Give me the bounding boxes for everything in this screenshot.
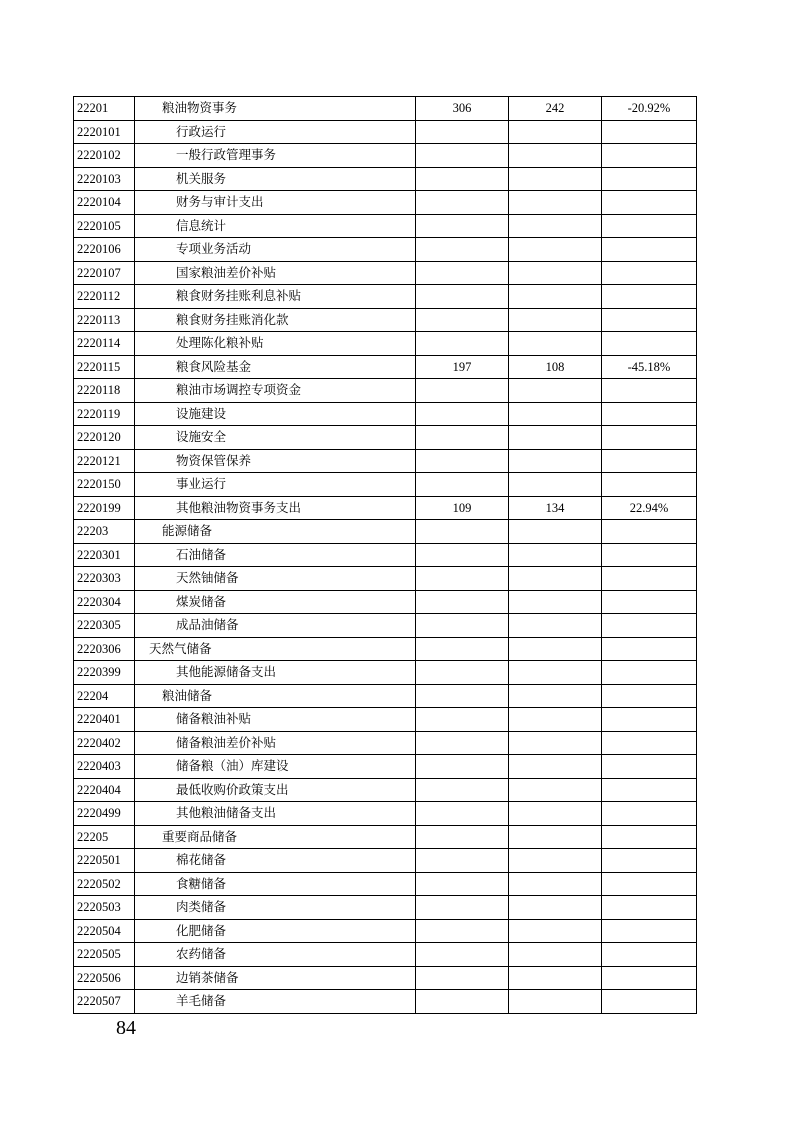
current-year-value-cell: [509, 731, 602, 755]
current-year-value-cell: 134: [509, 496, 602, 520]
table-row: [74, 97, 697, 121]
subject-code-cell: 2220504: [74, 919, 135, 943]
change-rate-cell: [602, 567, 697, 591]
previous-year-value-cell: [416, 943, 509, 967]
previous-year-value-cell: [416, 990, 509, 1014]
subject-code-cell: 2220402: [74, 731, 135, 755]
subject-code-cell: 2220118: [74, 379, 135, 403]
table-row: [74, 614, 697, 638]
table-row: [74, 520, 697, 544]
previous-year-value-cell: [416, 755, 509, 779]
subject-name-cell: 边销茶储备: [135, 966, 416, 990]
page-number: 84: [116, 1017, 136, 1039]
previous-year-value-cell: [416, 473, 509, 497]
previous-year-value-cell: [416, 896, 509, 920]
previous-year-value-cell: [416, 872, 509, 896]
table-row: [74, 943, 697, 967]
subject-name-cell: 信息统计: [135, 214, 416, 238]
table-row: [74, 426, 697, 450]
subject-name-cell: 粮油市场调控专项资金: [135, 379, 416, 403]
table-row: [74, 543, 697, 567]
subject-code-cell: 2220403: [74, 755, 135, 779]
subject-name-cell: 国家粮油差价补贴: [135, 261, 416, 285]
table-row: [74, 661, 697, 685]
current-year-value-cell: [509, 778, 602, 802]
current-year-value-cell: [509, 285, 602, 309]
subject-code-cell: 2220115: [74, 355, 135, 379]
previous-year-value-cell: [416, 285, 509, 309]
table-row: [74, 473, 697, 497]
change-rate-cell: [602, 449, 697, 473]
current-year-value-cell: [509, 872, 602, 896]
table-row: [74, 802, 697, 826]
current-year-value-cell: [509, 614, 602, 638]
subject-code-cell: 2220104: [74, 191, 135, 215]
previous-year-value-cell: [416, 261, 509, 285]
subject-code-cell: 2220113: [74, 308, 135, 332]
table-row: [74, 285, 697, 309]
change-rate-cell: [602, 167, 697, 191]
subject-code-cell: 2220507: [74, 990, 135, 1014]
change-rate-cell: [602, 731, 697, 755]
subject-code-cell: 2220107: [74, 261, 135, 285]
subject-code-cell: 2220301: [74, 543, 135, 567]
change-rate-cell: [602, 191, 697, 215]
current-year-value-cell: [509, 590, 602, 614]
change-rate-cell: [602, 214, 697, 238]
subject-code-cell: 2220119: [74, 402, 135, 426]
table-row: [74, 308, 697, 332]
subject-code-cell: 2220503: [74, 896, 135, 920]
subject-name-cell: 粮食财务挂账消化款: [135, 308, 416, 332]
table-row: [74, 896, 697, 920]
previous-year-value-cell: [416, 144, 509, 168]
change-rate-cell: [602, 379, 697, 403]
subject-code-cell: 2220101: [74, 120, 135, 144]
previous-year-value-cell: [416, 849, 509, 873]
previous-year-value-cell: 306: [416, 97, 509, 121]
previous-year-value-cell: [416, 332, 509, 356]
previous-year-value-cell: [416, 308, 509, 332]
table-row: [74, 332, 697, 356]
subject-name-cell: 最低收购价政策支出: [135, 778, 416, 802]
current-year-value-cell: [509, 520, 602, 544]
change-rate-cell: [602, 919, 697, 943]
subject-name-cell: 农药储备: [135, 943, 416, 967]
subject-name-cell: 肉类储备: [135, 896, 416, 920]
change-rate-cell: [602, 661, 697, 685]
table-row: [74, 708, 697, 732]
previous-year-value-cell: [416, 684, 509, 708]
change-rate-cell: [602, 402, 697, 426]
subject-name-cell: 能源储备: [135, 520, 416, 544]
previous-year-value-cell: [416, 825, 509, 849]
current-year-value-cell: [509, 567, 602, 591]
subject-code-cell: 2220114: [74, 332, 135, 356]
current-year-value-cell: [509, 943, 602, 967]
change-rate-cell: -45.18%: [602, 355, 697, 379]
table-row: [74, 144, 697, 168]
current-year-value-cell: [509, 825, 602, 849]
subject-name-cell: 储备粮（油）库建设: [135, 755, 416, 779]
subject-name-cell: 事业运行: [135, 473, 416, 497]
table-row: [74, 966, 697, 990]
subject-name-cell: 一般行政管理事务: [135, 144, 416, 168]
current-year-value-cell: [509, 426, 602, 450]
current-year-value-cell: [509, 661, 602, 685]
current-year-value-cell: [509, 308, 602, 332]
previous-year-value-cell: [416, 567, 509, 591]
subject-code-cell: 2220105: [74, 214, 135, 238]
subject-name-cell: 天然气储备: [135, 637, 416, 661]
change-rate-cell: [602, 308, 697, 332]
table-row: [74, 238, 697, 262]
current-year-value-cell: [509, 684, 602, 708]
previous-year-value-cell: [416, 637, 509, 661]
subject-code-cell: 2220303: [74, 567, 135, 591]
current-year-value-cell: [509, 332, 602, 356]
subject-name-cell: 粮油储备: [135, 684, 416, 708]
table-row: [74, 825, 697, 849]
current-year-value-cell: 108: [509, 355, 602, 379]
previous-year-value-cell: [416, 238, 509, 262]
table-row: [74, 590, 697, 614]
subject-code-cell: 2220150: [74, 473, 135, 497]
subject-code-cell: 2220199: [74, 496, 135, 520]
subject-code-cell: 2220502: [74, 872, 135, 896]
previous-year-value-cell: [416, 520, 509, 544]
change-rate-cell: [602, 872, 697, 896]
table-row: [74, 191, 697, 215]
previous-year-value-cell: [416, 120, 509, 144]
table-row: [74, 120, 697, 144]
subject-code-cell: 2220501: [74, 849, 135, 873]
previous-year-value-cell: 197: [416, 355, 509, 379]
previous-year-value-cell: [416, 402, 509, 426]
current-year-value-cell: [509, 990, 602, 1014]
current-year-value-cell: [509, 966, 602, 990]
current-year-value-cell: [509, 449, 602, 473]
table-row: [74, 496, 697, 520]
current-year-value-cell: [509, 120, 602, 144]
change-rate-cell: [602, 120, 697, 144]
subject-code-cell: 22203: [74, 520, 135, 544]
subject-code-cell: 2220121: [74, 449, 135, 473]
previous-year-value-cell: 109: [416, 496, 509, 520]
change-rate-cell: [602, 238, 697, 262]
previous-year-value-cell: [416, 191, 509, 215]
table-row: [74, 684, 697, 708]
table-row: [74, 261, 697, 285]
current-year-value-cell: [509, 896, 602, 920]
table-row: [74, 731, 697, 755]
change-rate-cell: [602, 637, 697, 661]
subject-code-cell: 22205: [74, 825, 135, 849]
table-row: [74, 778, 697, 802]
change-rate-cell: [602, 896, 697, 920]
current-year-value-cell: [509, 543, 602, 567]
subject-code-cell: 2220112: [74, 285, 135, 309]
previous-year-value-cell: [416, 449, 509, 473]
subject-code-cell: 2220306: [74, 637, 135, 661]
table-row: [74, 402, 697, 426]
subject-name-cell: 行政运行: [135, 120, 416, 144]
table-row: [74, 214, 697, 238]
budget-table: [73, 96, 697, 1014]
previous-year-value-cell: [416, 614, 509, 638]
previous-year-value-cell: [416, 708, 509, 732]
current-year-value-cell: [509, 708, 602, 732]
previous-year-value-cell: [416, 802, 509, 826]
subject-code-cell: 2220401: [74, 708, 135, 732]
current-year-value-cell: [509, 167, 602, 191]
subject-name-cell: 石油储备: [135, 543, 416, 567]
change-rate-cell: [602, 966, 697, 990]
subject-code-cell: 2220120: [74, 426, 135, 450]
subject-name-cell: 棉花储备: [135, 849, 416, 873]
change-rate-cell: [602, 755, 697, 779]
previous-year-value-cell: [416, 661, 509, 685]
change-rate-cell: [602, 708, 697, 732]
current-year-value-cell: [509, 402, 602, 426]
subject-code-cell: 2220102: [74, 144, 135, 168]
table-row: [74, 990, 697, 1014]
subject-name-cell: 机关服务: [135, 167, 416, 191]
previous-year-value-cell: [416, 590, 509, 614]
subject-name-cell: 粮食财务挂账利息补贴: [135, 285, 416, 309]
change-rate-cell: -20.92%: [602, 97, 697, 121]
subject-code-cell: 2220304: [74, 590, 135, 614]
subject-code-cell: 2220399: [74, 661, 135, 685]
change-rate-cell: [602, 543, 697, 567]
table-row: [74, 872, 697, 896]
change-rate-cell: [602, 144, 697, 168]
current-year-value-cell: [509, 191, 602, 215]
previous-year-value-cell: [416, 966, 509, 990]
current-year-value-cell: [509, 755, 602, 779]
subject-name-cell: 专项业务活动: [135, 238, 416, 262]
subject-code-cell: 2220103: [74, 167, 135, 191]
previous-year-value-cell: [416, 379, 509, 403]
table-row: [74, 849, 697, 873]
change-rate-cell: [602, 590, 697, 614]
subject-name-cell: 其他粮油物资事务支出: [135, 496, 416, 520]
current-year-value-cell: 242: [509, 97, 602, 121]
change-rate-cell: 22.94%: [602, 496, 697, 520]
current-year-value-cell: [509, 473, 602, 497]
current-year-value-cell: [509, 214, 602, 238]
subject-name-cell: 天然铀储备: [135, 567, 416, 591]
current-year-value-cell: [509, 849, 602, 873]
previous-year-value-cell: [416, 167, 509, 191]
change-rate-cell: [602, 261, 697, 285]
previous-year-value-cell: [416, 426, 509, 450]
subject-code-cell: 2220404: [74, 778, 135, 802]
subject-name-cell: 处理陈化粮补贴: [135, 332, 416, 356]
subject-code-cell: 2220305: [74, 614, 135, 638]
change-rate-cell: [602, 778, 697, 802]
subject-code-cell: 22204: [74, 684, 135, 708]
subject-name-cell: 设施安全: [135, 426, 416, 450]
subject-name-cell: 成品油储备: [135, 614, 416, 638]
current-year-value-cell: [509, 919, 602, 943]
current-year-value-cell: [509, 802, 602, 826]
change-rate-cell: [602, 520, 697, 544]
current-year-value-cell: [509, 238, 602, 262]
previous-year-value-cell: [416, 731, 509, 755]
previous-year-value-cell: [416, 543, 509, 567]
subject-name-cell: 储备粮油补贴: [135, 708, 416, 732]
change-rate-cell: [602, 802, 697, 826]
change-rate-cell: [602, 614, 697, 638]
subject-name-cell: 煤炭储备: [135, 590, 416, 614]
subject-name-cell: 其他能源储备支出: [135, 661, 416, 685]
subject-code-cell: 2220106: [74, 238, 135, 262]
table-row: [74, 919, 697, 943]
table-row: [74, 637, 697, 661]
table-row: [74, 355, 697, 379]
change-rate-cell: [602, 825, 697, 849]
previous-year-value-cell: [416, 919, 509, 943]
subject-name-cell: 粮油物资事务: [135, 97, 416, 121]
change-rate-cell: [602, 426, 697, 450]
subject-code-cell: 2220506: [74, 966, 135, 990]
change-rate-cell: [602, 285, 697, 309]
subject-name-cell: 财务与审计支出: [135, 191, 416, 215]
table-row: [74, 755, 697, 779]
subject-name-cell: 化肥储备: [135, 919, 416, 943]
table-row: [74, 379, 697, 403]
change-rate-cell: [602, 473, 697, 497]
change-rate-cell: [602, 943, 697, 967]
subject-name-cell: 设施建设: [135, 402, 416, 426]
change-rate-cell: [602, 332, 697, 356]
change-rate-cell: [602, 849, 697, 873]
table-row: [74, 167, 697, 191]
budget-table-body: [74, 97, 697, 1014]
table-row: [74, 567, 697, 591]
subject-name-cell: 其他粮油储备支出: [135, 802, 416, 826]
change-rate-cell: [602, 990, 697, 1014]
current-year-value-cell: [509, 144, 602, 168]
change-rate-cell: [602, 684, 697, 708]
subject-name-cell: 粮食风险基金: [135, 355, 416, 379]
subject-name-cell: 物资保管保养: [135, 449, 416, 473]
subject-name-cell: 重要商品储备: [135, 825, 416, 849]
previous-year-value-cell: [416, 778, 509, 802]
subject-code-cell: 2220505: [74, 943, 135, 967]
current-year-value-cell: [509, 379, 602, 403]
subject-name-cell: 储备粮油差价补贴: [135, 731, 416, 755]
table-row: [74, 449, 697, 473]
subject-name-cell: 羊毛储备: [135, 990, 416, 1014]
previous-year-value-cell: [416, 214, 509, 238]
current-year-value-cell: [509, 261, 602, 285]
subject-code-cell: 22201: [74, 97, 135, 121]
current-year-value-cell: [509, 637, 602, 661]
subject-name-cell: 食糖储备: [135, 872, 416, 896]
subject-code-cell: 2220499: [74, 802, 135, 826]
